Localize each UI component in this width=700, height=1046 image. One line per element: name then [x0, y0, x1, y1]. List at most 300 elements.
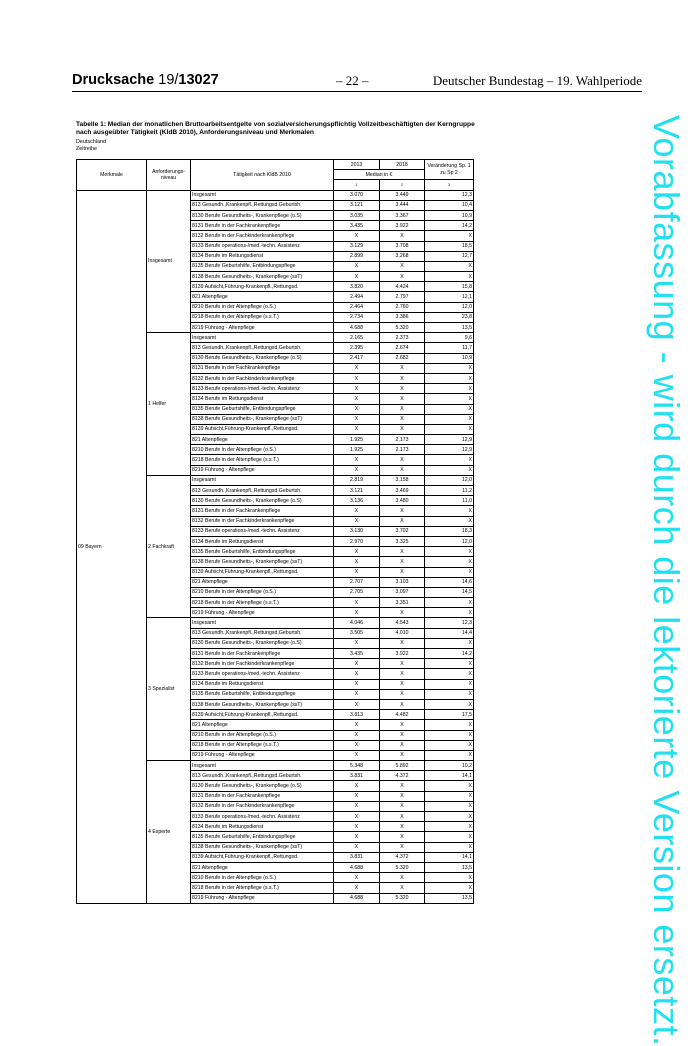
col-2013: 2013: [334, 160, 380, 170]
median-2018-cell: 3.480: [380, 496, 425, 506]
change-cell: X: [425, 842, 474, 852]
median-2013-cell: 2.734: [334, 312, 380, 322]
change-cell: 23,8: [425, 312, 474, 322]
table-caption: Tabelle 1: Median der monatlichen Bruttoarbeitsentgelte von sozialversicherungspflichtig Vollzeitbeschäftigten der Kerngruppe nach ausgeübter Tätigkeit (KldB 2010), Anforderungsniveau und Merkmalen: [76, 121, 475, 136]
activity-cell: 813 Gesundh.,Krankenpfl.,Rettungsd.Geburtsh.: [191, 628, 334, 638]
median-2018-cell: X: [380, 638, 425, 648]
activity-cell: Insgesamt: [191, 475, 334, 485]
change-cell: X: [425, 832, 474, 842]
median-2013-cell: X: [334, 231, 380, 241]
median-2018-cell: 3.922: [380, 221, 425, 231]
activity-cell: 8138 Berufe Gesundheits-, Krankenpflege (ssT): [191, 842, 334, 852]
median-2018-cell: X: [380, 679, 425, 689]
median-2013-cell: 3.820: [334, 282, 380, 292]
activity-cell: 8138 Berufe Gesundheits-, Krankenpflege (ssT): [191, 557, 334, 567]
activity-cell: 8130 Berufe Gesundheits-, Krankenpflege (o.S): [191, 638, 334, 648]
median-2018-cell: 3.469: [380, 486, 425, 496]
median-2013-cell: X: [334, 465, 380, 475]
change-cell: X: [425, 638, 474, 648]
median-2013-cell: 2.494: [334, 292, 380, 302]
activity-cell: 8218 Berufe in der Altenpflege (s.s.T.): [191, 598, 334, 608]
activity-cell: 8135 Berufe Geburtshilfe, Entbindungspflege: [191, 547, 334, 557]
median-2013-cell: X: [334, 679, 380, 689]
activity-cell: 8135 Berufe Geburtshilfe, Entbindungspflege: [191, 832, 334, 842]
activity-cell: 8219 Führung - Altenpflege: [191, 608, 334, 618]
change-cell: X: [425, 231, 474, 241]
activity-cell: Insgesamt: [191, 618, 334, 628]
change-cell: 17,5: [425, 710, 474, 720]
median-2013-cell: 2.165: [334, 333, 380, 343]
activity-cell: 8130 Berufe Gesundheits-, Krankenpflege (o.S): [191, 210, 334, 220]
median-2018-cell: 3.922: [380, 649, 425, 659]
activity-cell: 8138 Berufe Gesundheits-, Krankenpflege (ssT): [191, 272, 334, 282]
activity-cell: 8131 Berufe in der Fachkrankenpflege: [191, 363, 334, 373]
median-2018-cell: X: [380, 424, 425, 434]
activity-cell: 8139 Aufsicht,Führung-Krankenpfl.,Rettungsd.: [191, 282, 334, 292]
activity-cell: 8131 Berufe in der Fachkrankenpflege: [191, 506, 334, 516]
median-2013-cell: X: [334, 720, 380, 730]
median-2018-cell: 2.674: [380, 343, 425, 353]
median-2018-cell: X: [380, 689, 425, 699]
change-cell: X: [425, 873, 474, 883]
change-cell: 10,9: [425, 353, 474, 363]
median-2018-cell: 4.424: [380, 282, 425, 292]
median-2013-cell: X: [334, 414, 380, 424]
activity-cell: 821 Altenpflege: [191, 720, 334, 730]
change-cell: X: [425, 272, 474, 282]
median-2018-cell: X: [380, 832, 425, 842]
activity-cell: 8139 Aufsicht,Führung-Krankenpfl.,Rettungsd.: [191, 567, 334, 577]
median-2013-cell: 3.831: [334, 852, 380, 862]
median-2013-cell: 4.688: [334, 862, 380, 872]
median-2013-cell: 4.688: [334, 893, 380, 903]
median-2018-cell: 2.173: [380, 445, 425, 455]
median-2018-cell: 3.444: [380, 200, 425, 210]
median-2018-cell: 3.702: [380, 526, 425, 536]
median-2013-cell: X: [334, 404, 380, 414]
median-2013-cell: 3.035: [334, 210, 380, 220]
median-2013-cell: 3.129: [334, 241, 380, 251]
change-cell: 10,2: [425, 761, 474, 771]
median-2018-cell: X: [380, 272, 425, 282]
change-cell: X: [425, 720, 474, 730]
median-2013-cell: X: [334, 384, 380, 394]
change-cell: X: [425, 801, 474, 811]
median-2018-cell: X: [380, 812, 425, 822]
col-median: Median in €: [334, 170, 425, 180]
median-2018-cell: 3.351: [380, 598, 425, 608]
change-cell: 15,8: [425, 282, 474, 292]
median-2018-cell: 3.158: [380, 475, 425, 485]
median-2018-cell: X: [380, 506, 425, 516]
median-2013-cell: 2.819: [334, 475, 380, 485]
median-2013-cell: X: [334, 842, 380, 852]
change-cell: 12,9: [425, 435, 474, 445]
median-2013-cell: 3.121: [334, 200, 380, 210]
median-2018-cell: X: [380, 791, 425, 801]
activity-cell: 813 Gesundh.,Krankenpfl.,Rettungsd.Geburtsh.: [191, 486, 334, 496]
change-cell: X: [425, 781, 474, 791]
median-2013-cell: 2.705: [334, 587, 380, 597]
draft-watermark: Vorabfassung - wird durch die lektorierte Version ersetzt.: [646, 115, 687, 1046]
activity-cell: 8218 Berufe in der Altenpflege (s.s.T.): [191, 883, 334, 893]
median-2013-cell: X: [334, 812, 380, 822]
change-cell: X: [425, 699, 474, 709]
median-2013-cell: X: [334, 424, 380, 434]
median-2013-cell: 2.464: [334, 302, 380, 312]
median-2018-cell: X: [380, 669, 425, 679]
subcaption-series: Zeitreihe: [76, 146, 97, 152]
median-2018-cell: 2.173: [380, 435, 425, 445]
activity-cell: 8131 Berufe in der Fachkrankenpflege: [191, 649, 334, 659]
median-2018-cell: 4.482: [380, 710, 425, 720]
activity-cell: 8219 Führung - Altenpflege: [191, 465, 334, 475]
col-niveau: Anforderungs- niveau: [147, 160, 191, 191]
median-2013-cell: X: [334, 567, 380, 577]
activity-cell: 8210 Berufe in der Altenpflege (o.S.): [191, 587, 334, 597]
change-cell: X: [425, 465, 474, 475]
median-2013-cell: X: [334, 261, 380, 271]
median-2018-cell: X: [380, 404, 425, 414]
change-cell: X: [425, 608, 474, 618]
median-2013-cell: X: [334, 506, 380, 516]
median-2018-cell: X: [380, 516, 425, 526]
change-cell: X: [425, 567, 474, 577]
median-2018-cell: X: [380, 373, 425, 383]
median-2018-cell: X: [380, 873, 425, 883]
parliament-label: Deutscher Bundestag – 19. Wahlperiode: [432, 73, 642, 88]
table-row: [77, 190, 474, 200]
median-2013-cell: X: [334, 832, 380, 842]
median-2018-cell: X: [380, 557, 425, 567]
median-2018-cell: X: [380, 455, 425, 465]
col-index-3: 3: [425, 180, 474, 190]
median-2018-cell: 3.386: [380, 312, 425, 322]
median-2018-cell: X: [380, 842, 425, 852]
level-cell: 4 Experte: [147, 761, 191, 904]
median-2018-cell: 3.103: [380, 577, 425, 587]
median-2013-cell: X: [334, 740, 380, 750]
activity-cell: 8218 Berufe in der Altenpflege (s.s.T.): [191, 312, 334, 322]
change-cell: 14,6: [425, 577, 474, 587]
activity-cell: 8133 Berufe operations-/med.-techn. Assistenz: [191, 669, 334, 679]
change-cell: X: [425, 363, 474, 373]
median-2018-cell: X: [380, 822, 425, 832]
activity-cell: 8134 Berufe im Rettungsdienst: [191, 251, 334, 261]
median-2018-cell: 4.372: [380, 852, 425, 862]
median-2018-cell: 5.320: [380, 323, 425, 333]
median-2018-cell: 2.373: [380, 333, 425, 343]
change-cell: X: [425, 557, 474, 567]
header-divider: [72, 91, 642, 92]
change-cell: X: [425, 261, 474, 271]
activity-cell: 8132 Berufe in der Fachkinderkrankenpflege: [191, 373, 334, 383]
median-2018-cell: X: [380, 547, 425, 557]
level-cell: 3 Spezialist: [147, 618, 191, 761]
change-cell: 14,1: [425, 771, 474, 781]
median-2018-cell: 2.682: [380, 353, 425, 363]
change-cell: 13,5: [425, 893, 474, 903]
median-2018-cell: 5.892: [380, 761, 425, 771]
change-cell: X: [425, 689, 474, 699]
median-2013-cell: X: [334, 689, 380, 699]
median-2013-cell: X: [334, 669, 380, 679]
median-2013-cell: X: [334, 608, 380, 618]
median-2013-cell: X: [334, 822, 380, 832]
change-cell: 12,0: [425, 475, 474, 485]
activity-cell: 8134 Berufe im Rettungsdienst: [191, 679, 334, 689]
activity-cell: 813 Gesundh.,Krankenpfl.,Rettungsd.Geburtsh.: [191, 771, 334, 781]
median-2013-cell: 2.395: [334, 343, 380, 353]
median-2013-cell: X: [334, 781, 380, 791]
median-2013-cell: 3.435: [334, 221, 380, 231]
change-cell: 18,3: [425, 526, 474, 536]
activity-cell: 8210 Berufe in der Altenpflege (o.S.): [191, 445, 334, 455]
wage-table: [76, 159, 474, 904]
activity-cell: 8135 Berufe Geburtshilfe, Entbindungspflege: [191, 261, 334, 271]
median-2018-cell: 2.797: [380, 292, 425, 302]
region-cell: 09 Bayern: [77, 190, 147, 903]
median-2013-cell: X: [334, 801, 380, 811]
activity-cell: 8131 Berufe in der Fachkrankenpflege: [191, 791, 334, 801]
change-cell: X: [425, 659, 474, 669]
activity-cell: Insgesamt: [191, 761, 334, 771]
col-index-2: 2: [380, 180, 425, 190]
change-cell: 12,0: [425, 536, 474, 546]
median-2013-cell: 3.831: [334, 771, 380, 781]
level-cell: 2 Fachkraft: [147, 475, 191, 618]
median-2013-cell: 1.925: [334, 445, 380, 455]
activity-cell: 8133 Berufe operations-/med.-techn. Assistenz: [191, 384, 334, 394]
activity-cell: 821 Altenpflege: [191, 862, 334, 872]
change-cell: X: [425, 679, 474, 689]
median-2013-cell: X: [334, 730, 380, 740]
change-cell: 13,5: [425, 862, 474, 872]
change-cell: 10,9: [425, 210, 474, 220]
level-cell: Insgesamt: [147, 190, 191, 333]
median-2018-cell: X: [380, 363, 425, 373]
median-2018-cell: X: [380, 414, 425, 424]
median-2013-cell: 3.813: [334, 710, 380, 720]
change-cell: 12,7: [425, 251, 474, 261]
median-2013-cell: X: [334, 394, 380, 404]
col-2018: 2018: [380, 160, 425, 170]
activity-cell: 8133 Berufe operations-/med.-techn. Assistenz: [191, 526, 334, 536]
median-2018-cell: X: [380, 720, 425, 730]
activity-cell: 8130 Berufe Gesundheits-, Krankenpflege (o.S): [191, 353, 334, 363]
change-cell: 14,2: [425, 649, 474, 659]
median-2018-cell: X: [380, 394, 425, 404]
median-2018-cell: 4.372: [380, 771, 425, 781]
subcaption-country: Deutschland: [76, 139, 106, 145]
median-2013-cell: 2.707: [334, 577, 380, 587]
col-taetigkeit: Tätigkeit nach KldB 2010: [191, 160, 334, 191]
activity-cell: 8135 Berufe Geburtshilfe, Entbindungspflege: [191, 404, 334, 414]
median-2013-cell: X: [334, 659, 380, 669]
activity-cell: 8134 Berufe im Rettungsdienst: [191, 822, 334, 832]
change-cell: 14,5: [425, 587, 474, 597]
median-2018-cell: 3.367: [380, 210, 425, 220]
change-cell: X: [425, 424, 474, 434]
median-2018-cell: X: [380, 261, 425, 271]
median-2013-cell: X: [334, 516, 380, 526]
median-2018-cell: 3.325: [380, 536, 425, 546]
activity-cell: 8133 Berufe operations-/med.-techn. Assistenz: [191, 812, 334, 822]
change-cell: 18,5: [425, 241, 474, 251]
median-2013-cell: 3.130: [334, 526, 380, 536]
change-cell: 13,5: [425, 323, 474, 333]
median-2013-cell: X: [334, 750, 380, 760]
activity-cell: Insgesamt: [191, 333, 334, 343]
median-2013-cell: X: [334, 363, 380, 373]
change-cell: 9,6: [425, 333, 474, 343]
median-2013-cell: X: [334, 791, 380, 801]
median-2018-cell: X: [380, 801, 425, 811]
activity-cell: 8133 Berufe operations-/med.-techn. Assistenz: [191, 241, 334, 251]
median-2018-cell: X: [380, 781, 425, 791]
change-cell: X: [425, 373, 474, 383]
change-cell: X: [425, 414, 474, 424]
change-cell: 14,4: [425, 628, 474, 638]
median-2018-cell: 3.097: [380, 587, 425, 597]
median-2018-cell: X: [380, 231, 425, 241]
median-2013-cell: 2.899: [334, 251, 380, 261]
median-2013-cell: 4.688: [334, 323, 380, 333]
activity-cell: 8139 Aufsicht,Führung-Krankenpfl.,Rettungsd.: [191, 852, 334, 862]
activity-cell: 821 Altenpflege: [191, 435, 334, 445]
activity-cell: Insgesamt: [191, 190, 334, 200]
median-2018-cell: X: [380, 883, 425, 893]
change-cell: 12,3: [425, 618, 474, 628]
activity-cell: 8134 Berufe im Rettungsdienst: [191, 536, 334, 546]
median-2013-cell: 4.046: [334, 618, 380, 628]
col-change: Veränderung Sp. 1 zu Sp 2: [425, 160, 474, 180]
activity-cell: 8138 Berufe Gesundheits-, Krankenpflege (ssT): [191, 414, 334, 424]
median-2018-cell: X: [380, 730, 425, 740]
activity-cell: 8219 Führung - Altenpflege: [191, 323, 334, 333]
median-2013-cell: X: [334, 638, 380, 648]
change-cell: 12,3: [425, 190, 474, 200]
change-cell: 10,4: [425, 200, 474, 210]
activity-cell: 8135 Berufe Geburtshilfe, Entbindungspflege: [191, 689, 334, 699]
change-cell: X: [425, 455, 474, 465]
activity-cell: 813 Gesundh.,Krankenpfl.,Rettungsd.Geburtsh.: [191, 343, 334, 353]
change-cell: X: [425, 506, 474, 516]
change-cell: X: [425, 883, 474, 893]
activity-cell: 8139 Aufsicht,Führung-Krankenpfl.,Rettungsd.: [191, 424, 334, 434]
median-2018-cell: 5.320: [380, 862, 425, 872]
change-cell: 12,9: [425, 445, 474, 455]
median-2013-cell: X: [334, 873, 380, 883]
doc-number: Drucksache 19/13027: [72, 72, 219, 88]
median-2013-cell: 3.435: [334, 649, 380, 659]
activity-cell: 8131 Berufe in der Fachkrankenpflege: [191, 221, 334, 231]
median-2013-cell: X: [334, 547, 380, 557]
activity-cell: 8218 Berufe in der Altenpflege (s.s.T.): [191, 455, 334, 465]
change-cell: X: [425, 404, 474, 414]
change-cell: X: [425, 669, 474, 679]
median-2013-cell: X: [334, 455, 380, 465]
median-2018-cell: 4.010: [380, 628, 425, 638]
activity-cell: 821 Altenpflege: [191, 292, 334, 302]
median-2013-cell: X: [334, 373, 380, 383]
change-cell: X: [425, 822, 474, 832]
activity-cell: 8130 Berufe Gesundheits-, Krankenpflege (o.S): [191, 496, 334, 506]
activity-cell: 8210 Berufe in der Altenpflege (o.S.): [191, 730, 334, 740]
median-2018-cell: X: [380, 608, 425, 618]
activity-cell: 8132 Berufe in der Fachkinderkrankenpflege: [191, 659, 334, 669]
col-merkmale: Merkmale: [77, 160, 147, 191]
change-cell: 14,1: [425, 852, 474, 862]
change-cell: X: [425, 394, 474, 404]
median-2018-cell: X: [380, 567, 425, 577]
median-2013-cell: 2.970: [334, 536, 380, 546]
median-2018-cell: 5.320: [380, 893, 425, 903]
median-2018-cell: 2.760: [380, 302, 425, 312]
change-cell: X: [425, 730, 474, 740]
activity-cell: 8210 Berufe in der Altenpflege (o.S.): [191, 873, 334, 883]
change-cell: X: [425, 384, 474, 394]
change-cell: X: [425, 750, 474, 760]
median-2013-cell: 3.505: [334, 628, 380, 638]
change-cell: X: [425, 598, 474, 608]
activity-cell: 8219 Führung - Altenpflege: [191, 750, 334, 760]
activity-cell: 821 Altenpflege: [191, 577, 334, 587]
change-cell: 12,1: [425, 292, 474, 302]
median-2018-cell: X: [380, 699, 425, 709]
table-body: [77, 190, 474, 903]
median-2013-cell: 2.417: [334, 353, 380, 363]
median-2013-cell: X: [334, 272, 380, 282]
activity-cell: 8138 Berufe Gesundheits-, Krankenpflege (ssT): [191, 699, 334, 709]
median-2013-cell: X: [334, 883, 380, 893]
median-2013-cell: X: [334, 557, 380, 567]
activity-cell: 8210 Berufe in der Altenpflege (o.S.): [191, 302, 334, 312]
activity-cell: 8218 Berufe in der Altenpflege (s.s.T.): [191, 740, 334, 750]
activity-cell: 8132 Berufe in der Fachkinderkrankenpflege: [191, 801, 334, 811]
col-index-1: 1: [334, 180, 380, 190]
change-cell: X: [425, 547, 474, 557]
median-2013-cell: 3.070: [334, 190, 380, 200]
median-2018-cell: X: [380, 384, 425, 394]
activity-cell: 8219 Führung - Altenpflege: [191, 893, 334, 903]
page-number: – 22 –: [336, 73, 369, 88]
activity-cell: 8132 Berufe in der Fachkinderkrankenpflege: [191, 231, 334, 241]
median-2018-cell: 3.268: [380, 251, 425, 261]
median-2013-cell: 1.925: [334, 435, 380, 445]
median-2013-cell: 3.136: [334, 496, 380, 506]
median-2013-cell: 5.348: [334, 761, 380, 771]
change-cell: X: [425, 791, 474, 801]
change-cell: 12,0: [425, 302, 474, 312]
median-2018-cell: 3.708: [380, 241, 425, 251]
change-cell: 11,7: [425, 343, 474, 353]
median-2013-cell: X: [334, 598, 380, 608]
activity-cell: 8132 Berufe in der Fachkinderkrankenpflege: [191, 516, 334, 526]
median-2018-cell: X: [380, 750, 425, 760]
activity-cell: 8130 Berufe Gesundheits-, Krankenpflege (o.S): [191, 781, 334, 791]
change-cell: X: [425, 812, 474, 822]
activity-cell: 813 Gesundh.,Krankenpfl.,Rettungsd.Geburtsh.: [191, 200, 334, 210]
activity-cell: 8139 Aufsicht,Führung-Krankenpfl.,Rettungsd.: [191, 710, 334, 720]
median-2013-cell: 3.121: [334, 486, 380, 496]
level-cell: 1 Helfer: [147, 333, 191, 476]
median-2018-cell: X: [380, 659, 425, 669]
change-cell: 11,2: [425, 486, 474, 496]
change-cell: 14,2: [425, 221, 474, 231]
median-2018-cell: X: [380, 740, 425, 750]
change-cell: 11,0: [425, 496, 474, 506]
